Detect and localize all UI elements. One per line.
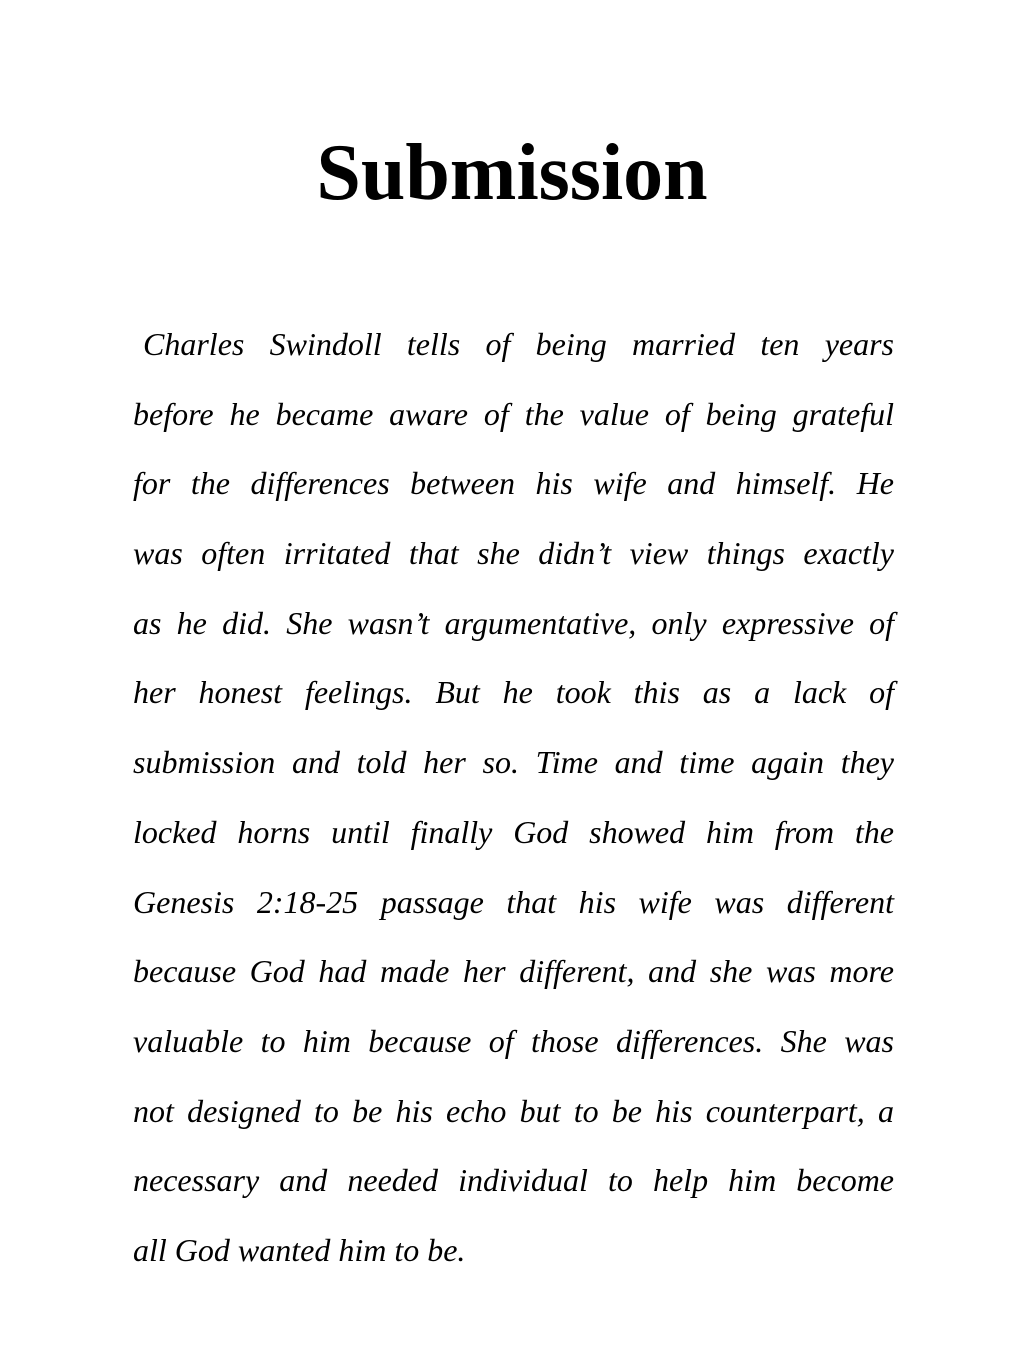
body-paragraph	[133, 310, 894, 1286]
paragraph-line: valuable to him because of those differences. She was	[133, 1022, 894, 1059]
paragraph-line: as he did. She wasn’t argumentative, only expressive of	[133, 604, 894, 641]
paragraph-line: for the differences between his wife and himself. He	[133, 465, 894, 502]
page-title: Submission	[316, 129, 708, 217]
paragraph-line: because God had made her different, and she was more	[133, 953, 894, 990]
paragraph-line: necessary and needed individual to help him become	[133, 1162, 894, 1199]
paragraph-line: was often irritated that she didn’t view things exactly	[133, 535, 894, 572]
paragraph-line: her honest feelings. But he took this as a lack of	[133, 674, 894, 711]
paragraph-line: before he became aware of the value of being grateful	[133, 395, 894, 432]
paragraph-line: locked horns until finally God showed him from the	[133, 813, 894, 850]
paragraph-line: submission and told her so. Time and time again they	[133, 744, 894, 781]
paragraph-line: Genesis 2:18-25 passage that his wife was different	[133, 883, 894, 920]
paragraph-line: not designed to be his echo but to be his counterpart, a	[133, 1092, 894, 1129]
paragraph-line: Charles Swindoll tells of being married ten years	[143, 326, 894, 362]
paragraph-line: all God wanted him to be.	[133, 1231, 466, 1268]
